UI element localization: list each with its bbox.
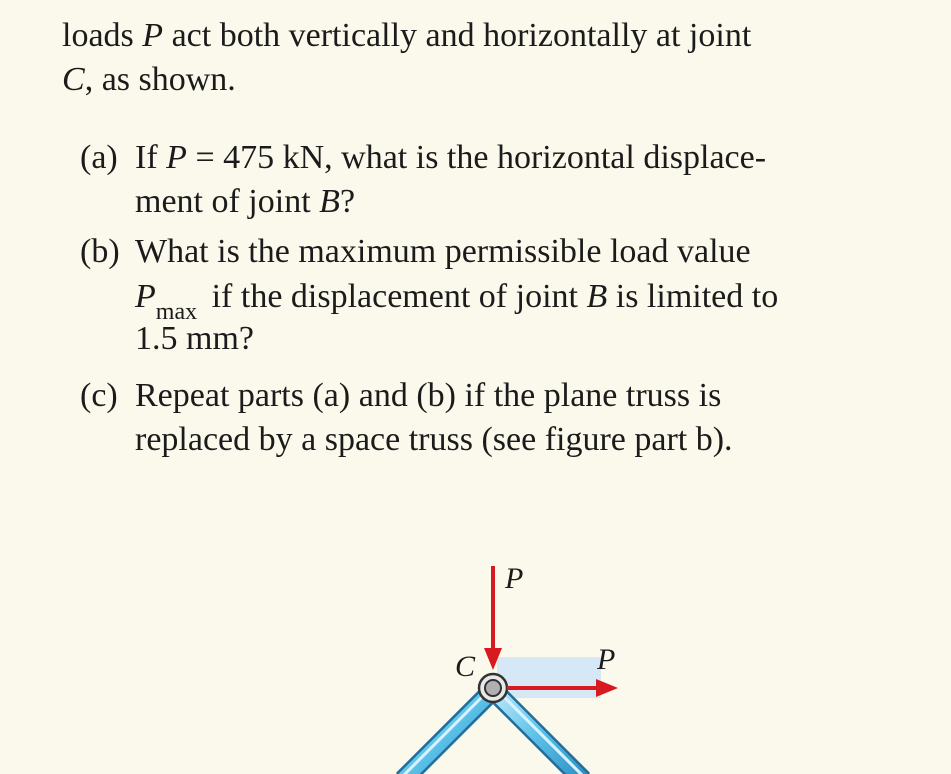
variable-b: B <box>319 183 340 220</box>
joint-c-pin <box>479 674 507 702</box>
text-run: act both vertically and horizontally at joint <box>163 17 752 54</box>
truss-member-right <box>493 688 585 774</box>
text-run: ment of joint <box>135 183 320 220</box>
load-highlight-band <box>497 657 601 698</box>
text-run: replaced by a space truss (see figure part b). <box>135 421 733 458</box>
text-run: , as shown. <box>84 61 236 98</box>
text-run: 1.5 mm? <box>135 320 254 357</box>
vertical-load-arrow <box>484 566 502 670</box>
text-run: = 475 kN, what is the horizontal displace- <box>186 139 767 176</box>
text-run: loads <box>62 17 143 54</box>
text-run: Repeat parts (a) and (b) if the plane truss is <box>135 377 722 414</box>
variable-c: C <box>62 61 85 98</box>
subscript-max: max <box>155 299 198 325</box>
part-label: (c) <box>80 377 118 414</box>
vertical-load-label: P <box>505 562 524 595</box>
truss-member-left <box>401 688 493 774</box>
horizontal-load-label: P <box>597 643 616 676</box>
variable-p: P <box>166 139 187 176</box>
part-label: (b) <box>80 233 120 270</box>
part-label: (a) <box>80 139 118 176</box>
variable-p: P <box>135 278 156 315</box>
variable-b: B <box>586 278 608 315</box>
joint-c-label: C <box>455 650 476 683</box>
text-run: if the displacement of joint <box>203 278 587 315</box>
variable-p: P <box>142 17 164 54</box>
text-run: If <box>135 139 167 176</box>
text-run: is limited to <box>607 278 779 315</box>
text-run: What is the maximum permissible load value <box>135 233 751 270</box>
text-run: ? <box>339 183 356 220</box>
